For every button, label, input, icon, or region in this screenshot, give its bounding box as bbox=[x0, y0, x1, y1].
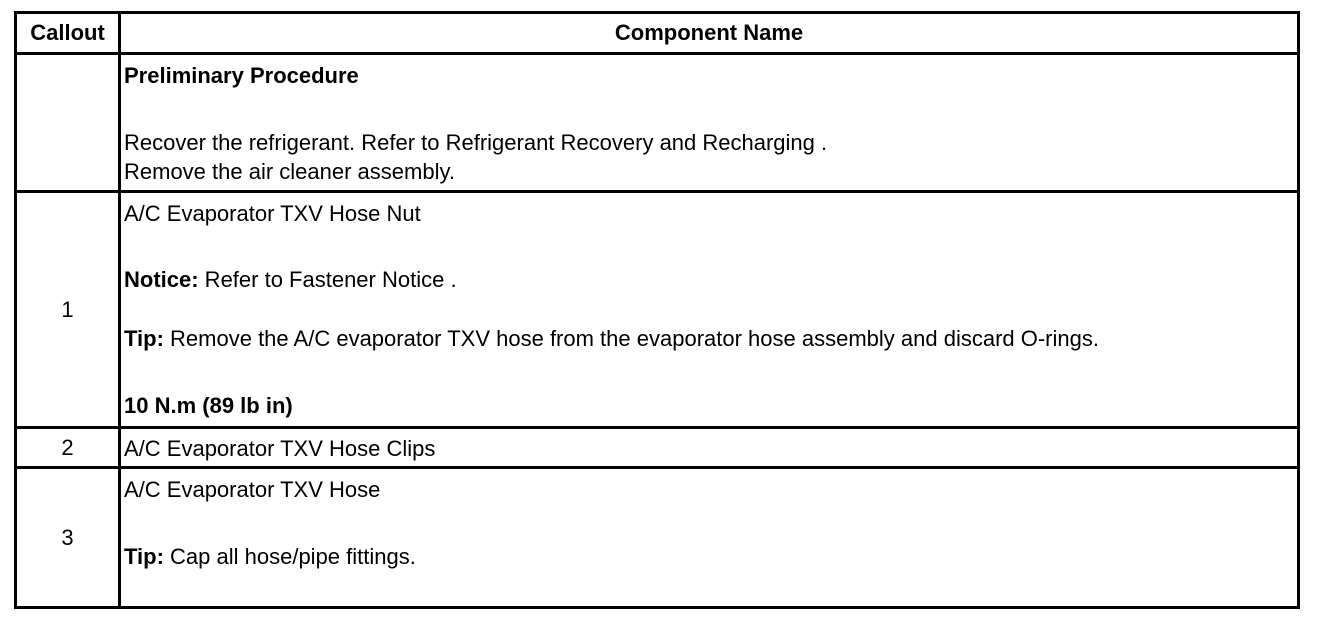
table-row bbox=[17, 193, 1297, 429]
tip-text: Remove the A/C evaporator TXV hose from the evaporator hose assembly and discard O-rings. bbox=[163, 326, 1099, 351]
preliminary-step-remove-air-cleaner: Remove the air cleaner assembly. bbox=[124, 159, 455, 184]
component-name: A/C Evaporator TXV Hose bbox=[124, 477, 381, 502]
callout-number: 2 bbox=[17, 429, 121, 466]
procedure-table bbox=[14, 11, 1300, 609]
notice-line bbox=[124, 267, 457, 293]
tip-label: Tip: bbox=[124, 326, 164, 351]
callout-column-header: Callout bbox=[17, 14, 121, 52]
preliminary-procedure-row bbox=[17, 55, 1297, 193]
component-cell bbox=[121, 469, 1297, 606]
preliminary-procedure-heading: Preliminary Procedure bbox=[124, 63, 359, 88]
callout-cell-empty bbox=[17, 55, 121, 190]
component-cell bbox=[121, 193, 1297, 426]
component-name-column-header: Component Name bbox=[614, 20, 804, 45]
table-row bbox=[17, 429, 1297, 469]
preliminary-procedure-cell bbox=[121, 55, 1297, 190]
table-row bbox=[17, 469, 1297, 606]
preliminary-step-recover-refrigerant: Recover the refrigerant. Refer to Refrigerant Recovery and Recharging . bbox=[124, 130, 828, 155]
table-header-row bbox=[17, 14, 1297, 55]
component-name: A/C Evaporator TXV Hose Nut bbox=[124, 201, 421, 226]
tip-line bbox=[124, 544, 416, 570]
notice-text: Refer to Fastener Notice . bbox=[198, 267, 457, 292]
tip-line bbox=[124, 326, 1099, 352]
torque-spec: 10 N.m (89 lb in) bbox=[124, 393, 293, 418]
callout-number: 1 bbox=[17, 193, 121, 426]
component-cell bbox=[121, 429, 1297, 466]
tip-label: Tip: bbox=[124, 544, 164, 569]
callout-number: 3 bbox=[17, 469, 121, 606]
tip-text: Cap all hose/pipe fittings. bbox=[163, 544, 416, 569]
notice-label: Notice: bbox=[124, 267, 199, 292]
component-name: A/C Evaporator TXV Hose Clips bbox=[124, 436, 436, 461]
